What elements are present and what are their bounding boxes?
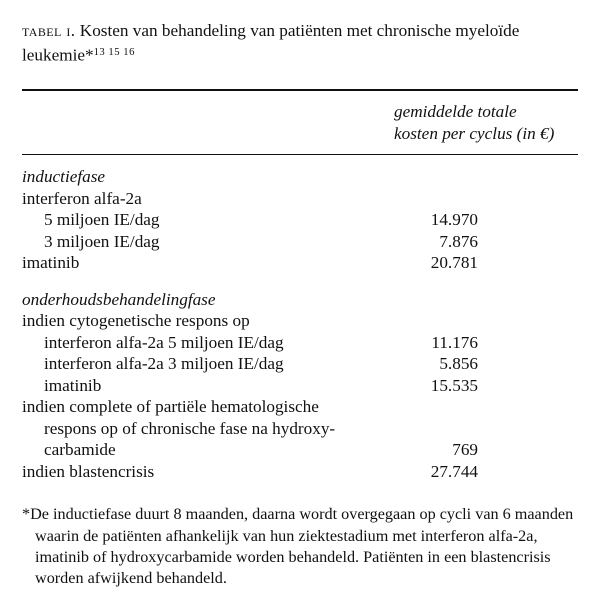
- column-header-row: [22, 101, 578, 144]
- cost-table-body: [22, 166, 578, 482]
- table-spacer-cell: [22, 274, 578, 289]
- row-label: imatinib: [22, 253, 80, 273]
- row-value: [394, 289, 478, 311]
- row-value: [394, 188, 478, 210]
- column-header-cost: [394, 101, 554, 144]
- row-label: respons op of chronische fase na hydroxy-: [44, 418, 336, 438]
- row-label: imatinib: [44, 375, 102, 395]
- row-pad: [478, 209, 578, 231]
- row-pad: [478, 188, 578, 210]
- row-label: 5 miljoen IE/dag: [44, 210, 160, 230]
- row-pad: [478, 166, 578, 188]
- table-row: [22, 375, 578, 397]
- row-pad: [478, 289, 578, 311]
- row-label: 3 miljoen IE/dag: [44, 231, 160, 251]
- row-value: 11.176: [431, 332, 478, 352]
- header-top-gap: [22, 91, 578, 101]
- row-pad: [478, 439, 578, 461]
- row-value: 7.876: [439, 231, 478, 251]
- table-row: [22, 231, 578, 253]
- row-pad: [478, 375, 578, 397]
- row-label: interferon alfa-2a: [22, 188, 142, 208]
- row-pad: [478, 252, 578, 274]
- table-spacer-row: [22, 274, 578, 289]
- table-footnote: *De inductiefase duurt 8 maanden, daarna wordt overgegaan op cycli van 6 maanden waarin de patiënten afhankelijk van hun ziektestadium met interferon alfa-2a, imatinib of hydroxycarbamide worden behandeld. Patiënten in een blastencrisis worden afwijkend behandeld.: [22, 505, 574, 587]
- row-value: 5.856: [439, 354, 478, 374]
- table-caption-text: Kosten van behandeling van patiënten met chronische myeloïde leukemie*: [22, 21, 520, 65]
- row-pad: [478, 310, 578, 332]
- table-row: [22, 332, 578, 354]
- row-label: indien blastencrisis: [22, 461, 155, 481]
- row-value: 27.744: [430, 461, 478, 481]
- column-header-line2: kosten per cyclus (in €): [394, 123, 555, 143]
- row-value: 20.781: [430, 253, 478, 273]
- row-value: [394, 310, 478, 332]
- table-row: [22, 310, 578, 332]
- row-label: interferon alfa-2a 5 miljoen IE/dag: [44, 332, 284, 352]
- row-pad: [478, 396, 578, 418]
- row-value: [394, 166, 478, 188]
- row-pad: [478, 461, 578, 483]
- row-value: [394, 418, 478, 440]
- table-row: [22, 209, 578, 231]
- row-pad: [478, 231, 578, 253]
- row-pad: [478, 332, 578, 354]
- table-group-row: [22, 289, 578, 311]
- table-row: [22, 439, 578, 461]
- row-label: indien cytogenetische respons op: [22, 311, 250, 331]
- table-group-row: [22, 166, 578, 188]
- row-value: 15.535: [430, 375, 478, 395]
- caption-rule-gap: [22, 66, 578, 89]
- column-header-line1: gemiddelde totale: [394, 102, 517, 122]
- table-caption-label: tabel i.: [22, 21, 76, 40]
- table-row: [22, 396, 578, 418]
- row-pad: [478, 418, 578, 440]
- table-caption: [22, 20, 578, 66]
- row-label: carbamide: [44, 440, 116, 460]
- row-label: interferon alfa-2a 3 miljoen IE/dag: [44, 354, 284, 374]
- row-label: onderhoudsbehandelingfase: [22, 289, 216, 309]
- row-pad: [478, 353, 578, 375]
- row-label: indien complete of partiële hematologische: [22, 397, 319, 417]
- caption-reference-superscripts: 13 15 16: [93, 47, 135, 58]
- table-row: [22, 461, 578, 483]
- row-value: 14.970: [430, 210, 478, 230]
- header-bottom-gap: [22, 144, 578, 154]
- body-top-gap: [22, 155, 578, 166]
- column-header-spacer: [22, 101, 394, 144]
- table-row: [22, 353, 578, 375]
- table-row: [22, 252, 578, 274]
- row-value: [394, 396, 478, 418]
- table-row: [22, 418, 578, 440]
- cost-table: [22, 166, 578, 482]
- table-row: [22, 188, 578, 210]
- footnote-gap: [22, 482, 578, 504]
- row-value: 769: [452, 440, 478, 460]
- row-label: inductiefase: [22, 167, 106, 187]
